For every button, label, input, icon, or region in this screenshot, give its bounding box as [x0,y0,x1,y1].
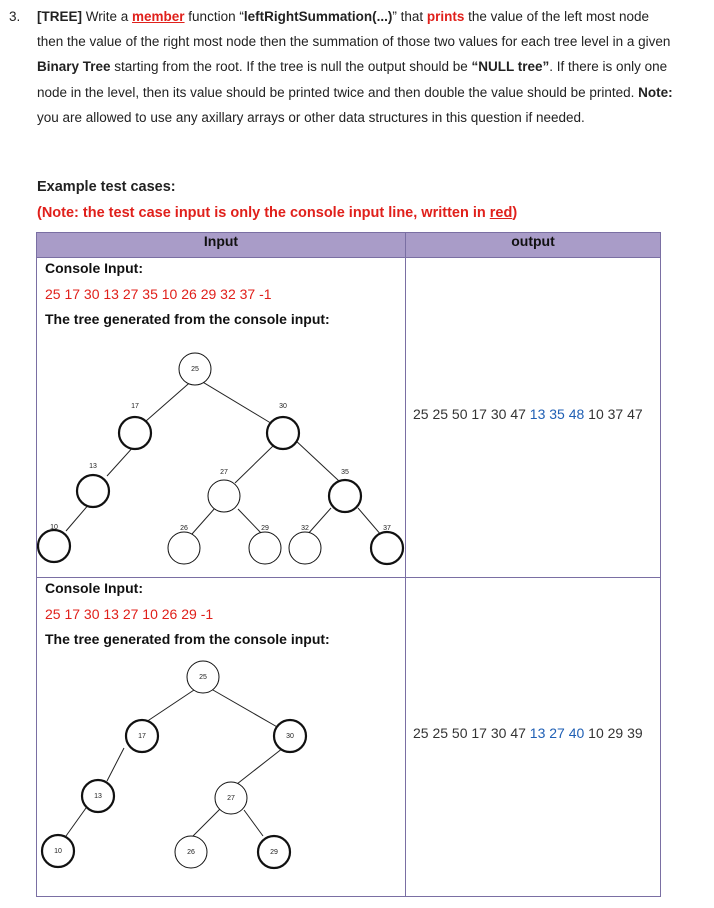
tree-node [119,417,151,449]
output-level: 10 29 39 [588,725,643,741]
output-level: 13 35 48 [529,406,585,422]
edge [192,508,215,534]
note-line [37,205,517,221]
question-fragment: . If there is only one node in the level, then its value should be printed twice and then double the value should be printed. [37,59,668,100]
tree-node [267,417,299,449]
node-label: 26 [180,525,188,532]
output-text [413,725,643,741]
tree-node [208,480,240,512]
tree-diagram-1 [37,258,405,577]
tree-label: The tree generated from the console input: [45,311,330,327]
node-label: 26 [187,849,195,856]
output-cell [406,578,661,897]
edge [66,808,86,836]
edge [107,445,135,476]
console-input: 25 17 30 13 27 35 10 26 29 32 37 -1 [45,286,272,302]
output-level: 25 25 50 [413,725,468,741]
edge [244,810,263,836]
question-fragment: the value of the left most node then the value of the right most node then the summation of those two values for each tree level in a given [37,9,671,50]
edge [294,439,339,481]
tree-node [371,532,403,564]
node-label: 17 [131,403,139,410]
node-label: 35 [341,469,349,476]
tree-node [168,532,200,564]
output-level: 10 37 47 [588,406,643,422]
node-label: 10 [50,524,58,531]
table-row [37,578,661,897]
edge [143,690,194,724]
note-label: Note: [638,84,673,100]
edge [193,809,220,836]
keyword-binary-tree: Binary Tree [37,59,111,75]
output-cell [406,258,661,578]
keyword-prints: prints [426,9,465,24]
output-text [413,406,643,422]
node-label: 25 [191,366,199,373]
output-level: 17 30 47 [471,725,526,741]
function-name: leftRightSummation(...) [243,9,393,24]
node-label: 37 [383,525,391,532]
edge [146,378,195,421]
question-fragment: Write a [82,9,133,24]
node-label: 32 [301,525,309,532]
node-label: 29 [261,525,269,532]
edge [107,748,124,781]
question-fragment: function “ [184,9,244,24]
tree-node [249,532,281,564]
output-level: 17 30 47 [471,406,526,422]
tree-node [38,530,70,562]
question-fragment: starting from the root. If the tree is null the output should be [110,59,472,75]
node-label: 30 [279,403,287,410]
edge [358,508,382,536]
input-cell [37,578,406,897]
console-label: Console Input: [45,260,143,276]
edge [307,508,331,535]
tree-node [77,475,109,507]
keyword-member: member [132,9,185,24]
question-number: 3. [9,9,21,24]
tree-label: The tree generated from the console input: [45,631,330,647]
edge [238,509,262,534]
table-header-row [37,233,661,258]
edge [237,748,283,784]
note-close: ) [512,205,518,221]
console-label: Console Input: [45,580,143,596]
node-label: 10 [54,848,62,855]
node-label: 29 [270,849,278,856]
example-heading: Example test cases: [37,179,176,195]
test-case-table [36,232,661,897]
keyword-null-tree: “NULL tree” [471,59,550,75]
node-label: 27 [220,469,228,476]
tree-diagram-2 [37,578,405,896]
node-label: 13 [94,793,102,800]
node-label: 17 [138,733,146,740]
node-label: 25 [199,674,207,681]
input-cell [37,258,406,578]
node-label: 13 [89,463,97,470]
note-text: (Note: the test case input is only the console input line, written in [37,205,490,221]
node-label: 27 [227,795,235,802]
output-level: 13 27 40 [529,725,585,741]
header-input: Input [37,233,406,258]
question-fragment: you are allowed to use any axillary arrays or other data structures in this question if needed. [37,109,585,125]
header-output: output [406,233,661,258]
table-row [37,258,661,578]
edge [235,445,274,483]
tree-node [329,480,361,512]
console-input: 25 17 30 13 27 10 26 29 -1 [45,606,214,622]
output-level: 25 25 50 [413,406,468,422]
edge [66,503,90,531]
edge [206,686,279,728]
tree-node [289,532,321,564]
question-fragment: ” that [392,9,427,24]
node-label: 30 [286,733,294,740]
edge [196,378,274,425]
question-text [37,4,677,130]
note-red-word: red [489,205,513,221]
question-tag: [TREE] [37,9,82,24]
